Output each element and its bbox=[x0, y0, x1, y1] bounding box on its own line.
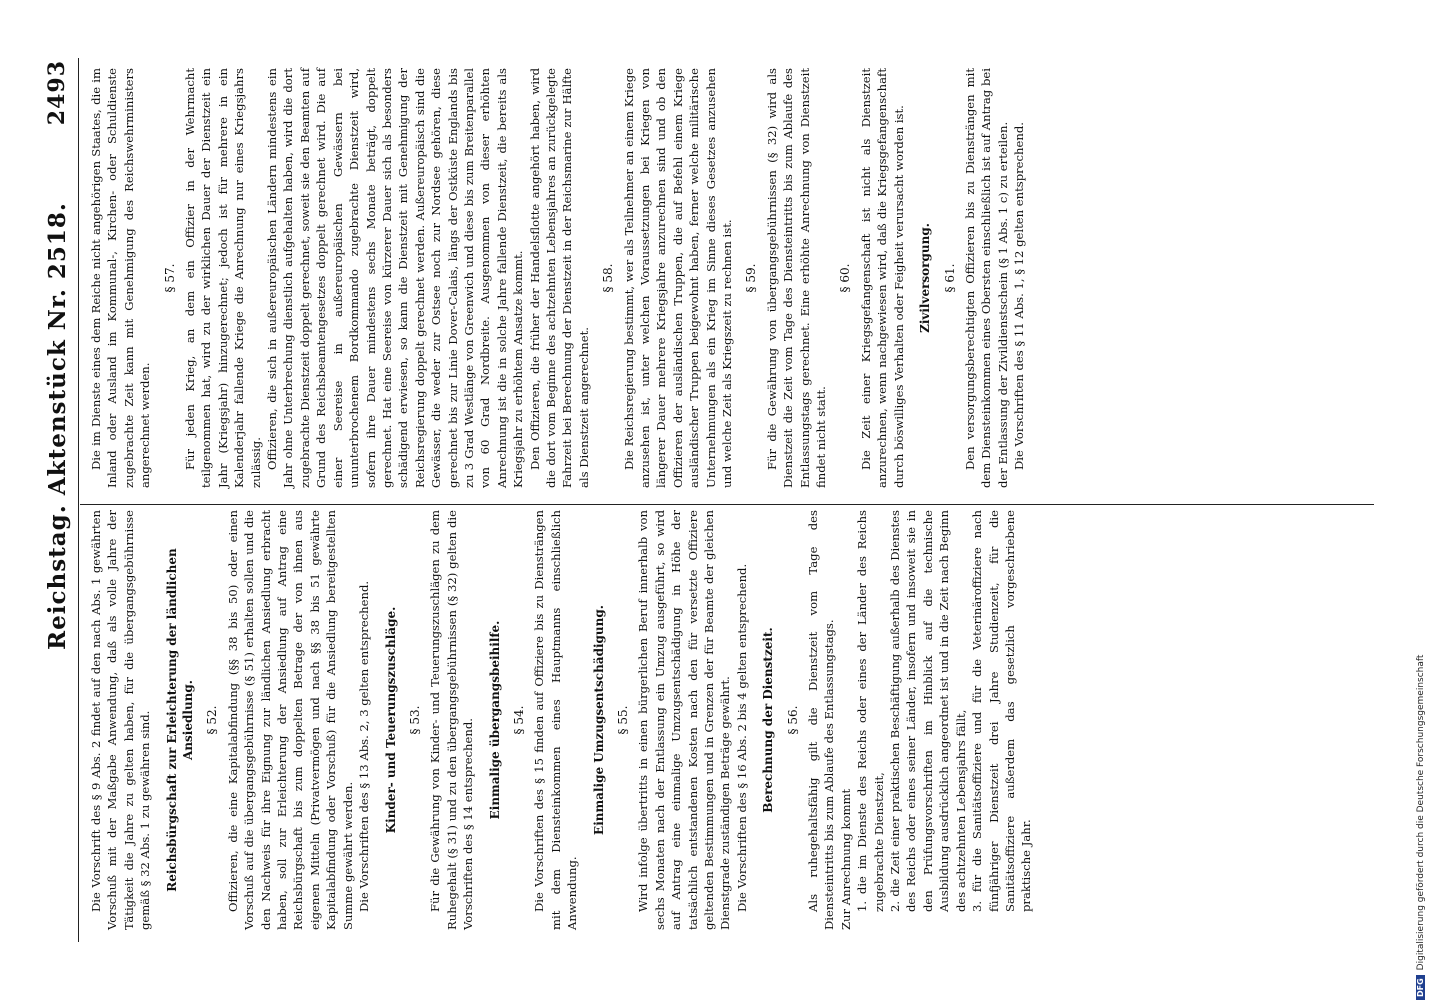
paragraph-number: § 57. bbox=[162, 263, 177, 293]
section-heading: Zivilversorgung. bbox=[918, 223, 933, 333]
list-item: 1. die im Dienste des Reichs oder eines der Länder des Reichs zugebrachte Dienstzeit, bbox=[855, 510, 886, 912]
list-item: 2. die Zeit einer praktischen Beschäftigung außerhalb des Dienstes des Reichs oder eines seiner Länder, insofern und insoweit sie in den Prüfungsvorschriften im Hinblick auf die technische Ausbildung ausdrücklich angeordnet ist und in die Zeit nach Beginn des achtzehnten Lebensjahrs fällt, bbox=[888, 510, 968, 912]
paragraph-text: Die im Dienste eines dem Reiche nicht angehörigen Staates, die im Inland oder Ausland im Kommunal-, Kirchen- oder Schuldienste zugebrachte Zeit kann mit Genehmigung des Reichswehrministers angerechnet werden. bbox=[89, 68, 153, 488]
paragraph-text: Für die Gewährung von übergangsgebührnissen (§ 32) wird als Dienstzeit die Zeit vom Tage des Diensteintritts bis zum Ablaufe des Entlassungstags gerechnet. Eine erhöhte Anrechnung von Dienstzeit findet nicht statt. bbox=[764, 68, 829, 488]
paragraph-text: Die Vorschrift des § 9 Abs. 2 findet auf den nach Abs. 1 gewährten Vorschuß mit der Maßgabe Anwendung, daß als volle Jahre der Tätigkeit die Jahre zu gelten haben, für die übergangsgebührnisse gemäß § 32 Abs. 1 zu gewähren sind. bbox=[89, 510, 153, 930]
paragraph-text: Die Vorschriften des § 16 Abs. 2 bis 4 gelten entsprechend. bbox=[734, 563, 749, 912]
dfg-logo: DFG bbox=[1416, 975, 1425, 1000]
side-credit bbox=[1416, 0, 1426, 1000]
side-credit-text: Digitalisierung gefördert durch die Deutsche Forschungsgemeinschaft bbox=[1416, 654, 1426, 971]
paragraph-number: § 61. bbox=[942, 263, 957, 293]
paragraph-text: Die Vorschriften des § 13 Abs. 2, 3 gelten entsprechend. bbox=[357, 580, 372, 912]
paragraph-number: § 60. bbox=[838, 263, 853, 293]
section-heading: Einmalige Umzugsentschädigung. bbox=[591, 605, 606, 835]
paragraph-text: Als ruhegehaltsfähig gilt die Dienstzeit vom Tage des Diensteintritts bis zum Ablaufe des Entlassungstags. bbox=[806, 510, 837, 930]
paragraph-text: Die Reichsregierung bestimmt, wer als Teilnehmer an einem Kriege anzusehen ist, unter welchen Voraussetzungen bei Kriegen von längerer Dauer mehrere Kriegsjahre anzurechnen sind und ob den Offizieren der ausländischen Truppen, die auf Befehl einem Kriege ausländischer Truppen beigewohnt haben, ferner welche militärische Unternehmungen als ein Krieg im Sinne dieses Gesetzes anzusehen und welche Zeit als Kriegszeit zu rechnen ist. bbox=[621, 68, 735, 488]
paragraph-number: § 59. bbox=[744, 263, 759, 293]
section-heading: Berechnung der Dienstzeit. bbox=[761, 627, 776, 813]
section-heading: Einmalige übergangsbeihilfe. bbox=[487, 620, 502, 820]
list-item: 3. für die Sanitätsoffiziere und für die Veterinäroffiziere nach fünfjähriger Dienstzeit drei Jahre Studienzeit, für die Sanitätsoffiziere außerdem das gesetzlich vorgeschriebene praktische Jahr. bbox=[970, 510, 1034, 912]
section-heading: Kinder- und Teuerungszuschläge. bbox=[383, 606, 398, 834]
paragraph-number: § 58. bbox=[601, 263, 616, 293]
paragraph-text: Wird infolge übertritts in einen bürgerlichen Beruf innerhalb von sechs Monaten nach der Entlassung ein Umzug ausgeführt, so wird auf Antrag eine einmalige Umzugsentschädigung in Höhe der tatsächlich entstandenen Kosten nach den für versetzte Offiziere geltenden Bestimmungen und in Grenzen der für Beamte der gleichen Dienstgrade zuständigen Beträge gewährt. bbox=[636, 510, 733, 930]
paragraph-text: Die Zeit einer Kriegsgefangenschaft ist nicht als Dienstzeit anzurechnen, wenn nachgewiesen wird, daß die Kriegsgefangenschaft durch böswilliges Verhalten oder Feigheit verursacht worden ist. bbox=[858, 68, 906, 488]
paragraph-number: § 53. bbox=[407, 705, 422, 735]
paragraph-text: Den versorgungsberechtigten Offizieren bis zu Diensträngen mit dem Diensteinkommen eines Obersten einschließlich ist auf Antrag bei der Entlassung der Zivildienstschein (§ 1 Abs. 1 c) zu erteilen. bbox=[962, 68, 1010, 488]
paragraph-number: § 56. bbox=[785, 705, 800, 735]
paragraph-text: Die Vorschriften des § 15 finden auf Offiziere bis zu Diensträngen mit dem Diensteinkommen eines Hauptmanns einschließlich Anwendung. bbox=[532, 510, 580, 930]
paragraph-text: Den Offizieren, die früher der Handelsflotte angehört haben, wird die dort vom Beginne des achtzehnten Lebensjahres an zurückgelegte Fahrzeit bei Berechnung der Dienstzeit in der Reichsmarine zur Hälfte als Dienstzeit angerechnet. bbox=[527, 68, 591, 488]
page-header-title: Reichstag. Aktenstück Nr. 2518. bbox=[44, 202, 71, 650]
paragraph-number: § 52. bbox=[205, 705, 220, 735]
paragraph-number: § 55. bbox=[615, 705, 630, 735]
paragraph-text: Die Vorschriften des § 11 Abs. 1, § 12 gelten entsprechend. bbox=[1012, 122, 1027, 470]
paragraph-number: § 54. bbox=[511, 705, 526, 735]
paragraph-text: Zur Anrechnung kommt bbox=[838, 788, 853, 930]
section-heading: Reichsbürgschaft zur Erleichterung der ländlichen Ansiedlung. bbox=[164, 548, 196, 892]
paragraph-text: Offizieren, die eine Kapitalabfindung (§§ 38 bis 50) oder einen Vorschuß auf die übergangsgebührnisse (§ 51) erhalten sollen und die den Nachweis für ihre Eignung zur ländlichen Ansiedlung erbracht haben, soll zur Erleichterung der Ansiedlung auf Antrag eine Reichsbürgschaft bis zum doppelten Betrage der von ihnen aus eigenen Mitteln (Privatvermögen und nach §§ 38 bis 51 gewährte Kapitalabfindung oder Vorschuß) für die Ansiedlung bereitgestellten Summe gewährt werden. bbox=[225, 510, 355, 930]
column-divider bbox=[80, 504, 1374, 505]
right-column bbox=[88, 68, 1028, 488]
header-rule bbox=[78, 58, 79, 942]
paragraph-text: Offizieren, die sich in außereuropäischen Ländern mindestens ein Jahr ohne Unterbrechung dienstlich aufgehalten haben, wird die dort zugebrachte Dienstzeit doppelt gerechnet, soweit sie den Beamten auf Grund des Reichsbeamtengesetzes doppelt gerechnet wird. Die auf einer Seereise in außereuropäischen Gewässern bei ununterbrochenem Bordkommando zugebrachte Dienstzeit wird, sofern ihre Dauer mindestens sechs Monate beträgt, doppelt gerechnet. Hat eine Seereise von kürzerer Dauer sich als besonders schädigend erwiesen, so kann die Dienstzeit mit Genehmigung der Reichsregierung doppelt gerechnet werden. Außereuropäisch sind die Gewässer, die weder zur Ostsee noch zur Nordsee gehören, diese gerechnet bis zur Linie Dover-Calais, längs der Ostküste Englands bis zu 3 Grad Westlänge von Greenwich und diese bis zum Breitenparallel von 60 Grad Nordbreite. Ausgenommen von dieser erhöhten Anrechnung ist die in solche Jahre fallende Dienstzeit, die bereits als Kriegsjahr zu erhöhtem Ansatze kommt. bbox=[265, 68, 526, 488]
page-number: 2493 bbox=[44, 60, 70, 126]
paragraph-text: Für die Gewährung von Kinder- und Teuerungszuschlägen zu dem Ruhegehalt (§ 31) und zu den übergangsgebührnissen (§ 32) gelten die Vorschriften des § 14 entsprechend. bbox=[428, 510, 476, 930]
left-column bbox=[88, 510, 1035, 930]
paragraph-text: Für jeden Krieg, an dem ein Offizier in der Wehrmacht teilgenommen hat, wird zu der wirklichen Dauer der Dienstzeit ein Jahr (Kriegsjahr) hinzugerechnet; jedoch ist für mehrere in ein Kalenderjahr fallende Kriege die Anrechnung nur eines Kriegsjahrs zulässig. bbox=[183, 68, 263, 488]
